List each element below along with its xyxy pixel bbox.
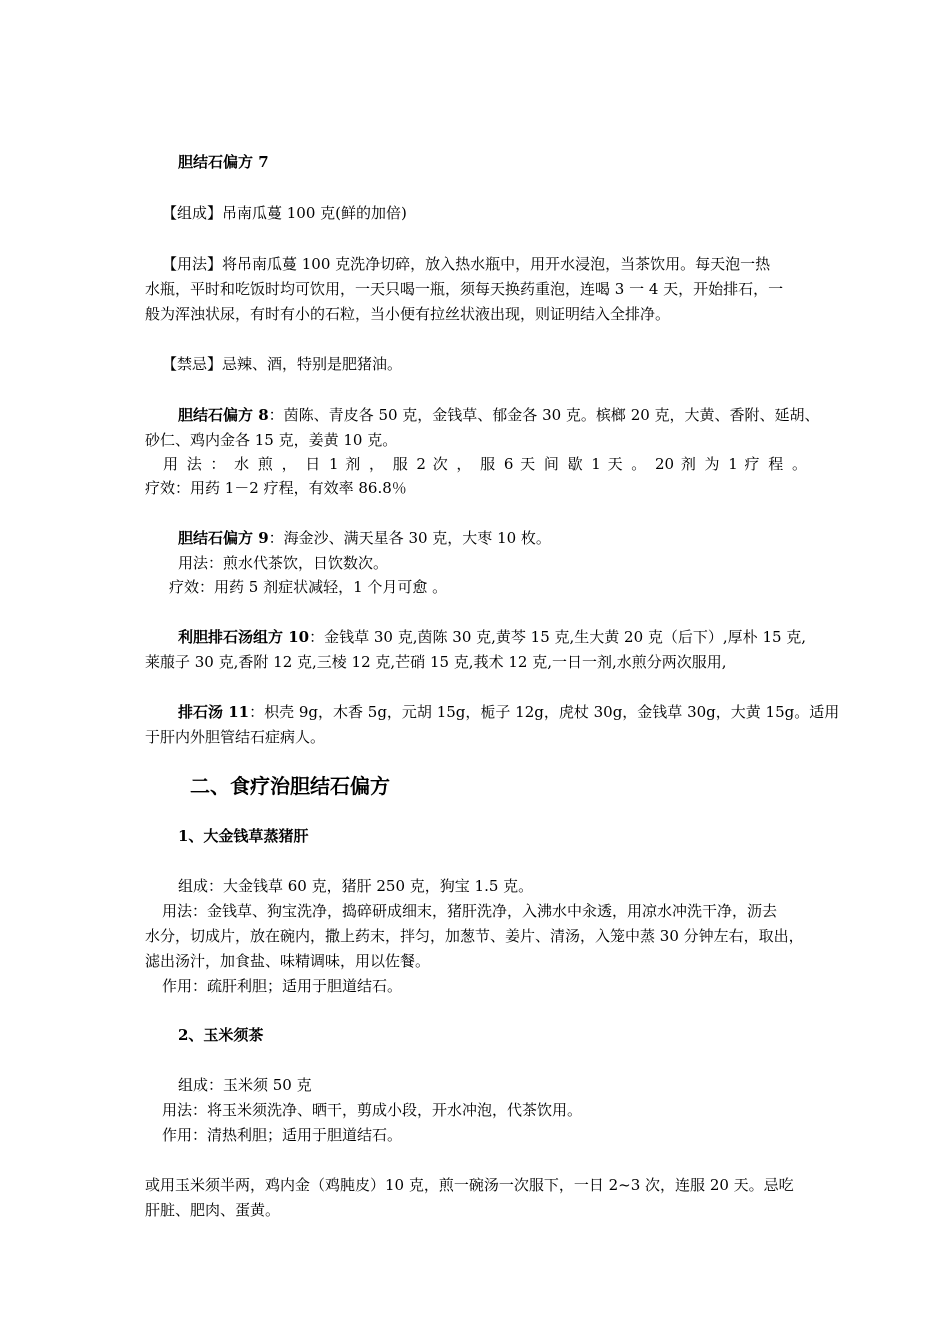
remedy-9-title: 胆结石偏方 9 bbox=[178, 529, 269, 547]
recipe-2-title: 2、玉米须茶 bbox=[178, 1026, 264, 1044]
recipe-2-extra-line: 或用玉米须半两，鸡内金（鸡肫皮）10 克，煎一碗汤一次服下，一日 2~3 次，连服 20 天。忌吃 bbox=[145, 1176, 794, 1194]
remedy-7-title: 胆结石偏方 7 bbox=[178, 153, 269, 171]
recipe-1-effect: 作用：疏肝利胆；适用于胆道结石。 bbox=[162, 977, 403, 995]
remedy-7-usage-line: 【用法】将吊南瓜蔓 100 克洗净切碎，放入热水瓶中，用开水浸泡，当茶饮用。每天泡一热 bbox=[162, 255, 771, 273]
remedy-8-usage: 用 法 ： 水 煎 ， 日 1 剂 ， 服 2 次 ， 服 6 天 间 歇 1 天 。 20 剂 为 1 疗 程 。 bbox=[163, 455, 807, 473]
remedy-10-ingredients-cont: 莱菔子 30 克,香附 12 克,三棱 12 克,芒硝 15 克,莪术 12 克,一日一剂,水煎分两次服用, bbox=[145, 653, 727, 671]
remedy-8-effect: 疗效：用药 1－2 疗程，有效率 86.8％ bbox=[145, 479, 407, 497]
remedy-7-composition: 【组成】吊南瓜蔓 100 克(鲜的加倍) bbox=[162, 204, 407, 222]
recipe-1-usage-line: 滤出汤汁，加食盐、味精调味，用以佐餐。 bbox=[145, 952, 431, 970]
remedy-9-line bbox=[178, 528, 551, 548]
recipe-2-extra-line: 肝脏、肥肉、蛋黄。 bbox=[145, 1201, 281, 1219]
remedy-7-taboo: 【禁忌】忌辣、酒，特别是肥猪油。 bbox=[162, 355, 403, 373]
recipe-1-title: 1、大金钱草蒸猪肝 bbox=[178, 827, 309, 845]
recipe-1-composition: 组成：大金钱草 60 克，猪肝 250 克，狗宝 1.5 克。 bbox=[178, 877, 534, 895]
remedy-9-effect: 疗效：用药 5 剂症状减轻，1 个月可愈 。 bbox=[169, 578, 448, 596]
remedy-10-title: 利胆排石汤组方 10 bbox=[178, 628, 310, 646]
remedy-11-line bbox=[178, 702, 839, 722]
remedy-11-ingredients-cont: 于肝内外胆管结石症病人。 bbox=[145, 728, 326, 746]
remedy-8-ingredients-cont: 砂仁、鸡内金各 15 克，姜黄 10 克。 bbox=[145, 431, 398, 449]
section-heading: 二、食疗治胆结石偏方 bbox=[190, 774, 390, 798]
recipe-2-usage: 用法：将玉米须洗净、晒干，剪成小段，开水冲泡，代茶饮用。 bbox=[162, 1101, 583, 1119]
remedy-9-usage: 用法：煎水代茶饮，日饮数次。 bbox=[178, 554, 389, 572]
recipe-1-usage-line: 水分，切成片，放在碗内，撒上药末，拌匀，加葱节、姜片、清汤，入笼中蒸 30 分钟左右，取出， bbox=[145, 927, 804, 945]
remedy-9-ingredients: ：海金沙、满天星各 30 克，大枣 10 枚。 bbox=[268, 529, 551, 547]
recipe-1-usage-line: 用法：金钱草、狗宝洗净，捣碎研成细末，猪肝洗净，入沸水中汆透，用凉水冲洗干净，沥去 bbox=[162, 902, 778, 920]
remedy-7-usage-line: 般为浑浊状尿，有时有小的石粒，当小便有拉丝状液出现，则证明结入全排净。 bbox=[145, 305, 671, 323]
remedy-11-ingredients: ：枳壳 9g，木香 5g，元胡 15g，栀子 12g，虎杖 30g，金钱草 30g，大黄 15g。适用 bbox=[249, 703, 840, 721]
remedy-11-title: 排石汤 11 bbox=[178, 703, 250, 721]
remedy-8-line bbox=[178, 405, 820, 425]
remedy-8-ingredients: ：茵陈、青皮各 50 克，金钱草、郁金各 30 克。槟榔 20 克，大黄、香附、延胡、 bbox=[268, 406, 820, 424]
remedy-7-usage-line: 水瓶，平时和吃饭时均可饮用，一天只喝一瓶，须每天换药重泡，连喝 3 一 4 天，开始排石，一 bbox=[145, 280, 784, 298]
recipe-2-effect: 作用：清热利胆；适用于胆道结石。 bbox=[162, 1126, 403, 1144]
recipe-2-composition: 组成：玉米须 50 克 bbox=[178, 1076, 312, 1094]
remedy-10-line bbox=[178, 627, 806, 647]
remedy-8-title: 胆结石偏方 8 bbox=[178, 406, 269, 424]
remedy-10-ingredients: ：金钱草 30 克,茵陈 30 克,黄芩 15 克,生大黄 20 克（后下）,厚朴 15 克, bbox=[309, 628, 807, 646]
